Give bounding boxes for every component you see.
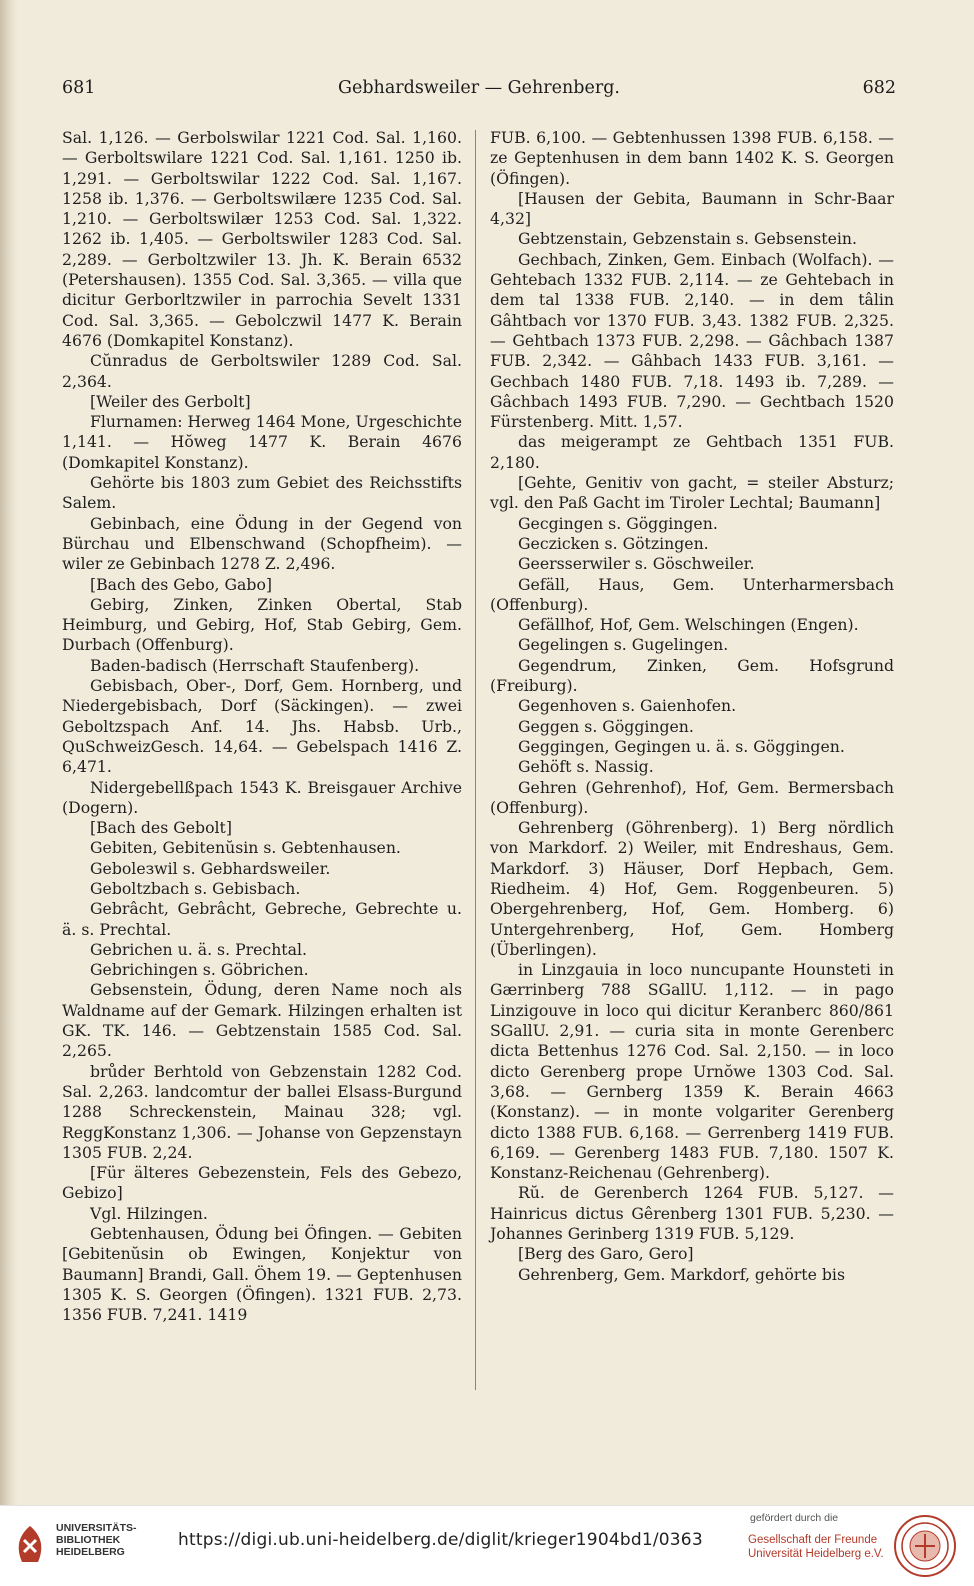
entry-gechbach: Gechbach, Zinken, Gem. Einbach (Wolfach). — Gehtebach 1332 FUB. 2,114. — ze Gehtebach in dem tal 1338 FUB. 2,140. — in dem tâlin Gâhtbach vor 1370 FUB. 3,43. 1382 FUB. 2,325. — Gehtbach 1373 FUB. 2,298. — Gâchbach 1387 FUB. 2,342. — Gâhbach 1433 FUB. 3,161. — Gechbach 1480 FUB. 7,18. 1493 ib. 7,289. — Gâchbach 1493 FUB. 7,290. — Gechtbach 1520 Fürstenberg. Mitt. 1,57.	[490, 249, 894, 432]
paragraph: Gehrenberg, Gem. Markdorf, gehörte bis	[518, 1264, 845, 1284]
entry-gehren: Gehren (Gehrenhof), Hof, Gem. Bermersbach (Offenburg).	[490, 777, 894, 817]
entry-gegenhoven: Gegenhoven s. Gaienhofen.	[518, 696, 737, 716]
page-spine-shadow	[0, 0, 18, 1505]
entry-gebsenstein: Gebsenstein, Ödung, deren Name noch als Waldname auf der Gemark. Hilzingen erhalten ist GK. TK. 146. — Gebtzenstain 1585 Cod. Sal. 2,265.	[62, 980, 462, 1061]
paragraph: Sal. 1,126. — Gerbolswilar 1221 Cod. Sal. 1,160. — Gerboltswilare 1221 Cod. Sal. 1,161. 1250 ib. 1,291. — Gerboltswilar 1222 Cod. Sal. 1,167. 1258 ib. 1,376. — Gerboltswilære 1235 Cod. Sal. 1,210. — Gerboltswilær 1253 Cod. Sal. 1,322. 1262 ib. 1,405. — Gerboltswiler 1283 Cod. Sal. 2,289. — Gerboltzwiler 13. Jh. K. Berain 6532 (Petershausen). 1355 Cod. Sal. 3,365. — villa que dicitur Gerborltzwiler in parrochia Sevelt 1331 Cod. Sal. 3,365. — Gebolczwil 1477 K. Berain 4676 (Domkapitel Konstanz).	[62, 128, 462, 350]
entry-gebtenhausen: Gebtenhausen, Ödung bei Öfingen. — Gebiten [Gebitenŭsin ob Ewingen, Konjektur von Baumann] Brandi, Gall. Öhem 19. — Geptenhusen 1305 K. S. Georgen (Öfingen). 1321 FUB. 2,73. 1356 FUB. 7,241. 1419	[62, 1224, 462, 1325]
institution-line: BIBLIOTHEK	[56, 1534, 121, 1546]
entry-gebtzenstain: Gebtzenstain, Gebzenstain s. Gebsenstein.	[518, 229, 858, 249]
entry-geboltzbach: Geboltzbach s. Gebisbach.	[90, 878, 301, 898]
paragraph: [Gehte, Genitiv von gacht, = steiler Absturz; vgl. den Paß Gacht im Tiroler Lechtal; Baumann]	[490, 473, 894, 513]
paragraph: [Bach des Gebolt]	[90, 818, 232, 838]
institution-line: UNIVERSITÄTS-	[56, 1522, 137, 1534]
entry-gefaellhof: Gefällhof, Hof, Gem. Welschingen (Engen).	[518, 615, 859, 635]
entry-gehoeft: Gehöft s. Nassig.	[518, 757, 654, 777]
permalink-url[interactable]: https://digi.ub.uni-heidelberg.de/diglit/krieger1904bd1/0363	[178, 1530, 703, 1550]
entry-gebrichen: Gebrichen u. ä. s. Prechtal.	[90, 939, 307, 959]
paragraph: [Weiler des Gerbolt]	[90, 391, 251, 411]
paragraph: Flurnamen: Herweg 1464 Mone, Urgeschichte 1,141. — Hŏweg 1477 K. Berain 4676 (Domkapitel Konstanz).	[62, 412, 462, 472]
entry-geersserwiler: Geersserwiler s. Göschweiler.	[518, 554, 755, 574]
entry-gecgingen: Gecgingen s. Göggingen.	[518, 513, 718, 533]
institution-line: HEIDELBERG	[56, 1546, 125, 1558]
entry-gebirg: Gebirg, Zinken, Zinken Obertal, Stab Heimburg, und Gebirg, Hof, Stab Gebirg, Gem. Durbach (Offenburg).	[62, 594, 462, 655]
paragraph: in Linzgauia in loco nuncupante Hounsteti in Gærrinberg 788 SGallU. 1,112. — in pago Linzigouve in loco qui dicitur Keranberc 860/861 SGallU. 2,91. — curia sita in monte Gerenberc dicta Bettenhus 1276 Cod. Sal. 2,150. — in loco dicto Gerenberg prope Urnŏwe 1303 Cod. Sal. 3,68. — Gernberg 1359 K. Berain 4663 (Konstanz). — in monte volgariter Gerenberg dicto 1388 FUB. 6,168. — Gerrenberg 1419 FUB. 6,169. — Gerenberg 1483 FUB. 7,180. 1507 K. Konstanz-Reichenau (Gehrenberg).	[490, 960, 894, 1183]
paragraph: [Bach des Gebo, Gabo]	[90, 574, 273, 594]
paragraph: Gehörte bis 1803 zum Gebiet des Reichsstifts Salem.	[62, 473, 462, 513]
entry-gebiten: Gebiten, Gebitenŭsin s. Gebtenhausen.	[90, 838, 401, 858]
running-title: Gebhardsweiler — Gehrenberg.	[338, 78, 620, 98]
entry-gefaell: Gefäll, Haus, Gem. Unterharmersbach (Offenburg).	[490, 574, 894, 614]
paragraph: brůder Berhtold von Gebzenstain 1282 Cod. Sal. 2,263. landcomtur der ballei Elsass-Burgund 1288 Schreckenstein, Mainau 328; vgl. ReggKonstanz 1,306. — Johanse von Gepzenstayn 1305 FUB. 2,24.	[62, 1061, 462, 1162]
entry-gehrenberg: Gehrenberg (Göhrenberg). 1) Berg nördlich von Markdorf. 2) Weiler, mit Endreshaus, Gem. Markdorf. 3) Häuser, Dorf Hepbach, Gem. Riedheim. 4) Hof, Gem. Roggenbeuren. 5) Obergehrenberg, Hof, Gem. Homberg. 6) Untergehrenberg, Hof, Gem. Homberg (Überlingen).	[490, 818, 894, 959]
entry-gebisbach: Gebisbach, Ober-, Dorf, Gem. Hornberg, und Niedergebisbach, Dorf (Säckingen). — zwei Geboltzspach Anf. 14. Jhs. Habsb. Urb., QuSchweizGesch. 14,64. — Gebelspach 1416 Z. 6,471.	[62, 676, 462, 777]
page-number-right: 682	[862, 78, 896, 98]
viewer-footer	[0, 1505, 974, 1586]
university-library-label	[56, 1522, 137, 1558]
paragraph: Baden-badisch (Herrschaft Staufenberg).	[90, 655, 420, 675]
paragraph: Vgl. Hilzingen.	[90, 1203, 208, 1223]
entry-gebinbach: Gebinbach, eine Ödung in der Gegend von Bürchau und Elbenschwand (Schopfheim). — wiler ze Gebinbach 1278 Z. 2,496.	[62, 513, 462, 574]
paragraph: FUB. 6,100. — Gebtenhussen 1398 FUB. 6,158. — ze Geptenhusen in dem bann 1402 K. S. Georgen (Öfingen).	[490, 128, 894, 188]
paragraph: [Hausen der Gebita, Baumann in Schr-Baar 4,32]	[490, 188, 894, 229]
entry-gegendrum: Gegendrum, Zinken, Gem. Hofsgrund (Freiburg).	[490, 655, 894, 696]
sponsor-note: gefördert durch die	[750, 1512, 839, 1524]
university-library-logo-icon	[8, 1522, 52, 1570]
right-column	[490, 128, 894, 1285]
sponsor-line: Universität Heidelberg e.V.	[748, 1547, 884, 1560]
entry-gegelingen: Gegelingen s. Gugelingen.	[518, 635, 729, 655]
paragraph: Rŭ. de Gerenberch 1264 FUB. 5,127. — Hainricus dictus Gêrenberg 1301 FUB. 5,230. — Johannes Gerinberg 1319 FUB. 5,129.	[490, 1183, 894, 1244]
paragraph: [Für älteres Gebezenstein, Fels des Gebezo, Gebizo]	[62, 1163, 462, 1203]
entry-gebrichingen: Gebrichingen s. Göbrichen.	[90, 960, 309, 980]
sponsor-block	[748, 1512, 884, 1561]
entry-geggingen: Geggingen, Gegingen u. ä. s. Göggingen.	[518, 736, 845, 756]
paragraph: Nidergebellßpach 1543 K. Breisgauer Archive (Dogern).	[62, 777, 462, 817]
entry-geczicken: Geczicken s. Götzingen.	[518, 533, 709, 553]
sponsor-name	[748, 1534, 884, 1561]
column-divider	[475, 130, 476, 1390]
entry-geggen: Geggen s. Göggingen.	[518, 716, 694, 736]
paragraph: Cŭnradus de Gerboltswiler 1289 Cod. Sal. 2,364.	[62, 351, 462, 391]
paragraph: [Berg des Garo, Gero]	[518, 1244, 694, 1264]
left-column	[62, 128, 462, 1326]
page-number-left: 681	[62, 78, 96, 98]
paragraph: das meigerampt ze Gehtbach 1351 FUB. 2,180.	[490, 432, 894, 472]
entry-gebolczwil: Geboleзwil s. Gebhardsweiler.	[90, 858, 331, 878]
university-seal-icon	[893, 1514, 957, 1578]
running-header	[62, 78, 896, 108]
entry-gebracht: Gebrâcht, Gebrâcht, Gebreche, Gebrechte u. ä. s. Prechtal.	[62, 899, 462, 939]
sponsor-line: Gesellschaft der Freunde	[748, 1534, 878, 1546]
